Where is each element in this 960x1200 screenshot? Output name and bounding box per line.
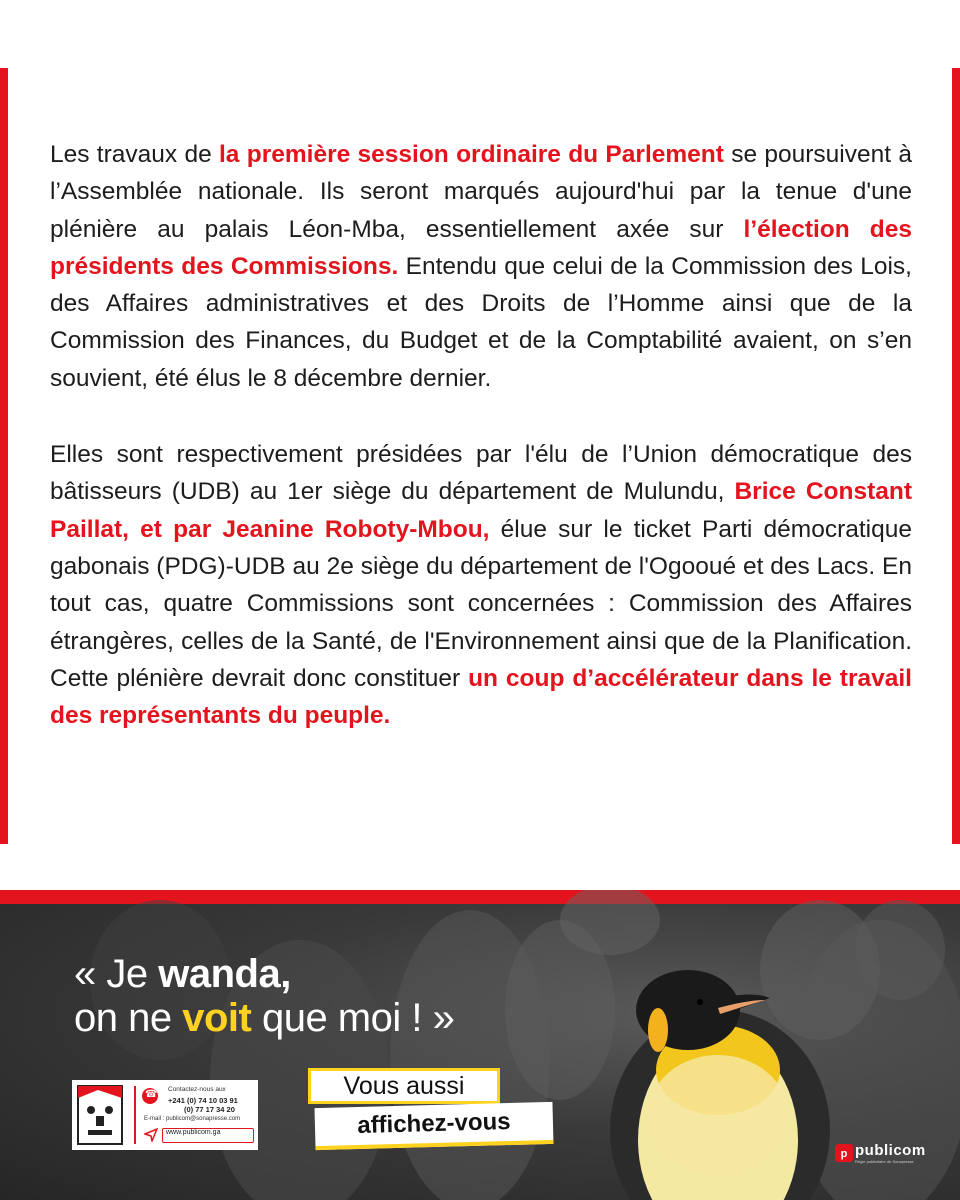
highlighted-text: l’élection des présidents des Commissions. xyxy=(50,215,913,280)
sonapresse-mascot-logo xyxy=(74,1084,126,1146)
highlighted-text: Brice Constant Paillat, et par Jeanine Roboty-Mbou, xyxy=(50,478,912,543)
body-text: Les travaux de xyxy=(50,141,219,168)
body-text: se poursuivent à l’Assemblée nationale. Ils seront marqués aujourd'hui par la tenue d'une plénière au palais Léon-Mba, essentiellement axée sur xyxy=(50,141,912,243)
body-text: Entendu que celui de la Commission des Lois, des Affaires administratives et des Droits de l’Homme ainsi que de la Commission des Finances, du Budget et de la Comptabilité avaient, on s’en souvient, été élus le 8 décembre dernier. xyxy=(50,252,912,392)
contact-email[interactable]: E-mail : publicom@sonapresse.com xyxy=(144,1116,241,1122)
emperor-penguin-image xyxy=(600,940,860,1200)
right-red-bar xyxy=(952,68,960,844)
slogan-line-2: on ne voit que moi ! » xyxy=(74,996,455,1040)
website-link[interactable]: www.publicom.ga xyxy=(166,1129,221,1136)
publicom-advertisement[interactable] xyxy=(0,890,960,1200)
contact-card xyxy=(72,1080,258,1150)
highlighted-text: la première session ordinaire du Parlement xyxy=(219,141,724,168)
phone-icon xyxy=(142,1088,158,1104)
highlighted-text: un coup d’accélérateur dans le travail des représentants du peuple. xyxy=(50,664,912,730)
contact-label: Contactez-nous aux xyxy=(168,1086,226,1093)
publicom-logo-icon xyxy=(835,1144,853,1162)
cursor-arrow-icon xyxy=(144,1128,158,1142)
vous-aussi-box: Vous aussi xyxy=(308,1068,500,1104)
publicom-tagline: Régie publicitaire de Sonapresse xyxy=(855,1159,914,1164)
publicom-name: publicom xyxy=(855,1142,926,1159)
body-text: élue sur le ticket Parti démocratique gabonais (PDG)-UDB au 2e siège du département de l'Ogooué et des Lacs. En tout cas, quatre Commissions sont concernées : Commission des Affaires étrangères, celles de la Santé, de l'Environnement ainsi que de la Planification. Cette plénière devrait donc constituer xyxy=(50,515,912,692)
affichez-vous-button[interactable]: affichez-vous xyxy=(314,1102,553,1150)
body-text: Elles sont respectivement présidées par l'élu de l’Union démocratique des bâtisseurs (UDB) au 1er siège du département de Mulundu, xyxy=(50,441,912,506)
svg-text:p: p xyxy=(840,1148,848,1160)
left-red-bar xyxy=(0,68,8,844)
phone-number-2[interactable]: (0) 77 17 34 20 xyxy=(184,1105,235,1114)
phone-number-1[interactable]: +241 (0) 74 10 03 91 xyxy=(168,1096,238,1105)
article-paragraph-2 xyxy=(50,436,912,734)
ad-slogan xyxy=(74,952,454,1040)
card-divider xyxy=(134,1086,136,1144)
article-paragraph-1 xyxy=(50,136,912,397)
slogan-line-1: « Je wanda, xyxy=(74,952,291,996)
article-body xyxy=(50,136,912,773)
